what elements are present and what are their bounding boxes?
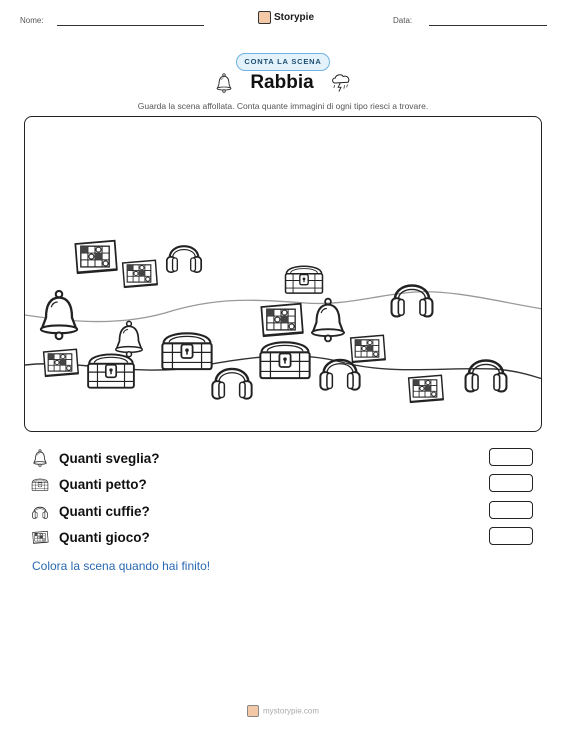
board-game-1 [75,241,116,274]
alarm-bell-icon [214,73,234,93]
answer-box-board-games[interactable] [489,527,533,545]
headphones-3 [212,369,251,399]
treasure-chest-3 [260,342,309,378]
board-game-4 [44,349,79,376]
answer-box-bells[interactable] [489,448,533,466]
alarm-bell-icon [31,449,49,467]
alarm-bell-1 [41,291,77,339]
scene-illustration [25,117,542,432]
question-label: Quanti sveglia? [59,450,160,466]
name-field[interactable] [57,25,204,26]
answer-box-headphones[interactable] [489,501,533,519]
headphones-5 [466,360,507,391]
storm-cloud-icon [330,73,352,93]
treasure-chest-icon [31,475,49,493]
question-label: Quanti gioco? [59,529,150,545]
headphones-2 [392,285,433,316]
coloring-note: Colora la scena quando hai finito! [32,559,211,573]
storypie-logo-icon [247,705,259,717]
question-board-games [31,527,150,547]
site-footer [0,705,566,717]
board-game-5 [351,335,386,362]
brand-name: Storypie [274,12,315,23]
alarm-bell-2 [116,321,143,356]
name-label: Nome: [20,16,44,25]
question-bells [31,448,160,468]
headphones-icon [31,502,49,520]
question-headphones [31,501,150,521]
site-url: mystorypie.com [262,706,319,716]
headphones-4 [320,360,359,390]
activity-badge: CONTA LA SCENA [236,53,330,71]
board-game-3 [261,304,302,337]
scene-frame [24,116,542,432]
board-game-icon [31,528,49,546]
date-field[interactable] [429,25,547,26]
page-title: Rabbia [250,72,314,93]
date-label: Data: [393,16,413,25]
brand [258,11,314,24]
headphones-1 [167,246,201,272]
answer-box-chests[interactable] [489,474,533,492]
question-label: Quanti cuffie? [59,503,150,519]
storypie-logo-icon [258,11,271,24]
treasure-chest-2 [162,333,211,369]
treasure-chest-4 [88,354,134,387]
alarm-bell-3 [312,299,344,342]
board-game-6 [409,375,444,402]
treasure-chest-1 [286,266,323,293]
instructions: Guarda la scena affollata. Conta quante immagini di ogni tipo riesci a trovare. [137,101,429,111]
question-label: Quanti petto? [59,476,147,492]
title-row [0,72,566,94]
board-game-2 [123,260,158,287]
question-chests [31,474,147,494]
